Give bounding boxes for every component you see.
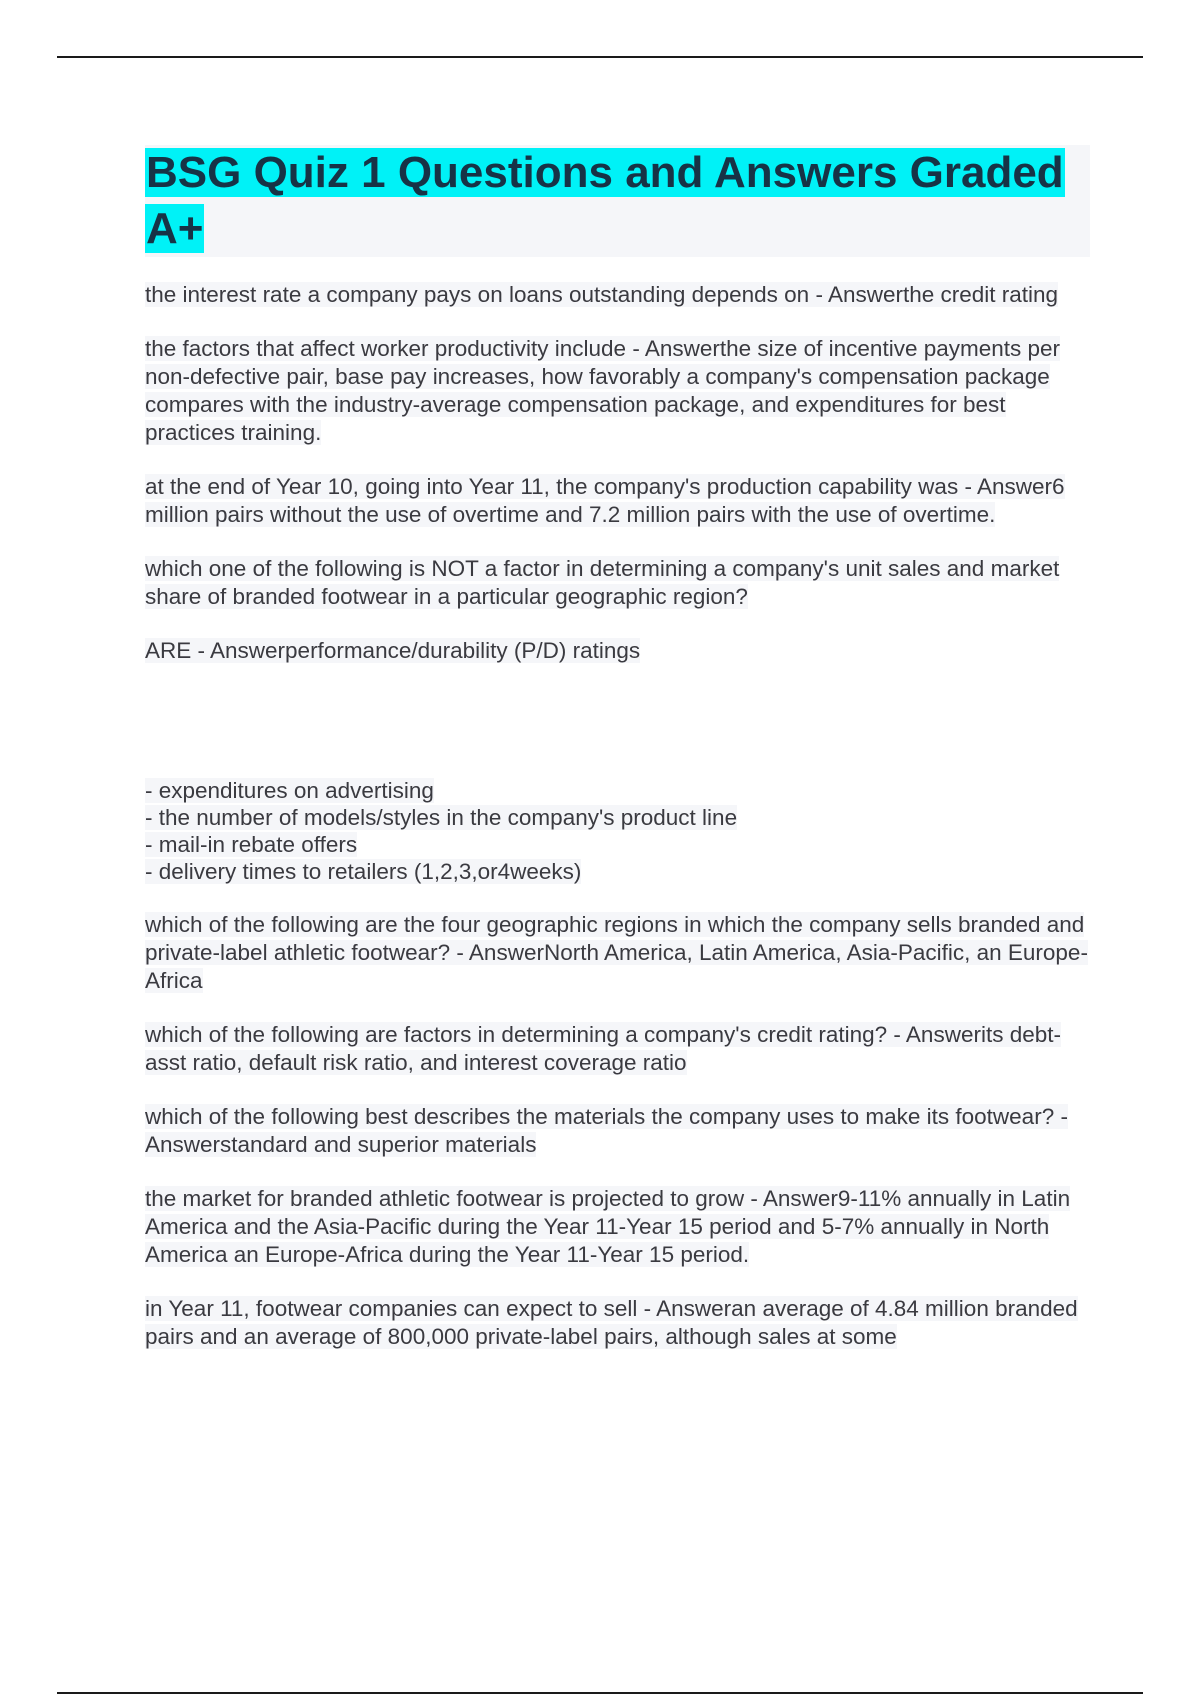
option-item: - mail-in rebate offers xyxy=(145,832,358,857)
option-item: - the number of models/styles in the company's product line xyxy=(145,805,738,830)
qa-item: the market for branded athletic footwear is projected to grow - Answer9-11% annually in Latin America and the Asia-Pacific during the Year 11-Year 15 period and 5-7% annually in North America an Europe-Africa during the Year 11-Year 15 period. xyxy=(145,1186,1071,1267)
qa-item: at the end of Year 10, going into Year 11, the company's production capability was - Answer6 million pairs without the use of overtime and 7.2 million pairs with the use of overtime. xyxy=(145,474,1065,527)
option-item: - delivery times to retailers (1,2,3,or4weeks) xyxy=(145,859,582,884)
qa-item: which of the following are the four geographic regions in which the company sells branded and private-label athletic footwear? - AnswerNorth America, Latin America, Asia-Pacific, an Europe-Africa xyxy=(145,912,1088,993)
answer-line: ARE - Answerperformance/durability (P/D) ratings xyxy=(145,638,641,663)
qa-item: the interest rate a company pays on loans outstanding depends on - Answerthe credit rating xyxy=(145,282,1059,307)
top-rule xyxy=(57,56,1143,58)
qa-item: which one of the following is NOT a factor in determining a company's unit sales and market share of branded footwear in a particular geographic region? xyxy=(145,556,1060,609)
document-body xyxy=(145,145,1090,1377)
option-list xyxy=(145,777,1090,885)
bottom-rule xyxy=(57,1692,1143,1694)
qa-item: which of the following best describes the materials the company uses to make its footwear? - Answerstandard and superior materials xyxy=(145,1104,1068,1157)
qa-item: the factors that affect worker productivity include - Answerthe size of incentive payments per non-defective pair, base pay increases, how favorably a company's compensation package compares with the industry-average compensation package, and expenditures for best practices training. xyxy=(145,336,1061,445)
qa-item: in Year 11, footwear companies can expect to sell - Answeran average of 4.84 million branded pairs and an average of 800,000 private-label pairs, although sales at some xyxy=(145,1296,1078,1349)
qa-item: which of the following are factors in determining a company's credit rating? - Answerits debt-asst ratio, default risk ratio, and interest coverage ratio xyxy=(145,1022,1061,1075)
title-block xyxy=(145,145,1090,257)
document-title: BSG Quiz 1 Questions and Answers Graded A+ xyxy=(146,148,1064,253)
option-item: - expenditures on advertising xyxy=(145,778,434,803)
